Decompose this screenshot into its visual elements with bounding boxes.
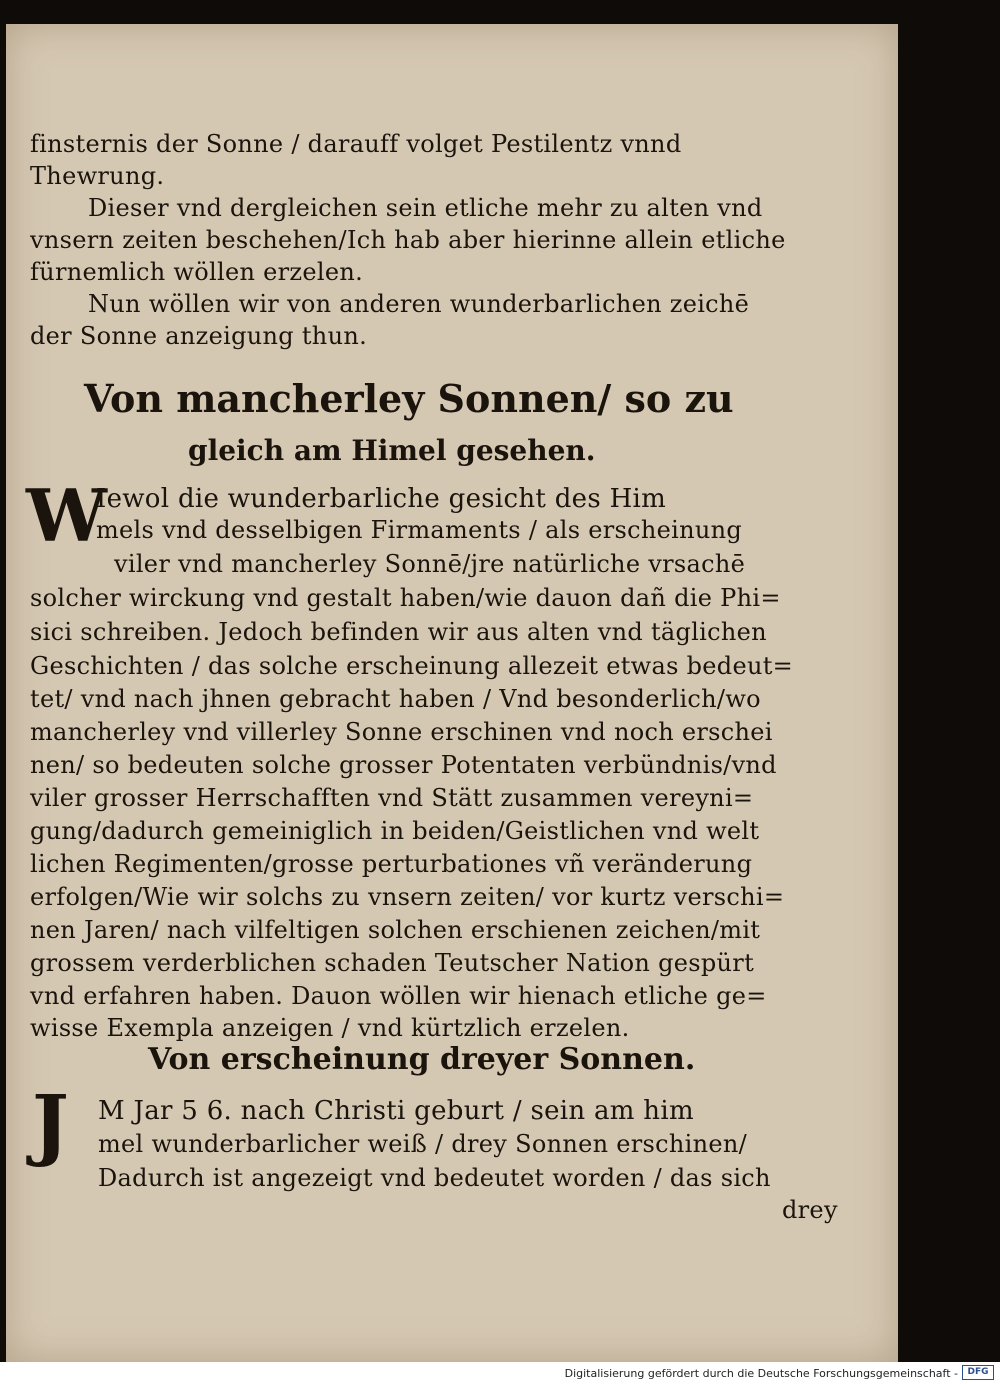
book-page [6,24,898,1362]
text-line: Dadurch ist angezeigt vnd bedeutet worden / das sich [98,1164,771,1192]
text-line: Iewol die wunderbarliche gesicht des Him [96,484,667,514]
text-line: Geschichten / das solche erscheinung allezeit etwas bedeut= [30,652,794,680]
text-line: Dieser vnd dergleichen sein etliche mehr zu alten vnd [88,194,763,222]
drop-capital: J [32,1079,69,1170]
section-heading: Von erscheinung dreyer Sonnen. [148,1042,696,1077]
text-line: mels vnd desselbigen Firmaments / als erscheinung [96,516,743,544]
text-line: wisse Exempla anzeigen / vnd kürtzlich erzelen. [30,1014,630,1042]
drop-capital: W [26,473,107,558]
text-line: mancherley vnd villerley Sonne erschinen vnd noch erschei [30,718,773,746]
text-line: tet/ vnd nach jhnen gebracht haben / Vnd besonderlich/wo [30,685,761,713]
text-line: vnd erfahren haben. Dauon wöllen wir hienach etliche ge= [30,982,767,1010]
text-line: grossem verderblichen schaden Teutscher Nation gespürt [30,949,755,977]
text-line: solcher wirckung vnd gestalt haben/wie dauon dañ die Phi= [30,584,781,612]
section-heading: Von mancherley Sonnen/ so zu [84,376,734,421]
text-line: mel wunderbarlicher weiß / drey Sonnen erschinen/ [98,1130,748,1158]
text-line: der Sonne anzeigung thun. [30,322,368,350]
text-line: lichen Regimenten/grosse perturbationes vñ veränderung [30,850,753,878]
text-line: nen Jaren/ nach vilfeltigen solchen erschienen zeichen/mit [30,916,761,944]
footer-bar [0,1362,1000,1384]
funding-notice: Digitalisierung gefördert durch die Deutsche Forschungsgemeinschaft - [564,1367,958,1380]
catchword: drey [782,1196,838,1224]
text-line: viler grosser Herrschafften vnd Stätt zusammen vereyni= [30,784,754,812]
text-line: erfolgen/Wie wir solchs zu vnsern zeiten/ vor kurtz verschi= [30,883,785,911]
text-line: finsternis der Sonne / darauff volget Pestilentz vnnd [30,130,682,158]
text-line: Nun wöllen wir von anderen wunderbarlichen zeichē [88,290,750,318]
text-line: vnsern zeiten beschehen/Ich hab aber hierinne allein etliche [30,226,786,254]
text-line: viler vnd mancherley Sonnē/jre natürliche vrsachē [114,550,746,578]
text-line: sici schreiben. Jedoch befinden wir aus alten vnd täglichen [30,618,767,646]
section-heading-continued: gleich am Himel gesehen. [188,434,596,467]
dfg-logo-icon: DFG [962,1365,994,1380]
text-line: nen/ so bedeuten solche grosser Potentaten verbündnis/vnd [30,751,777,779]
text-line: Thewrung. [30,162,165,190]
text-line: fürnemlich wöllen erzelen. [30,258,364,286]
text-line: gung/dadurch gemeiniglich in beiden/Geistlichen vnd welt [30,817,760,845]
text-line: M Jar 5 6. nach Christi geburt / sein am him [98,1096,694,1126]
